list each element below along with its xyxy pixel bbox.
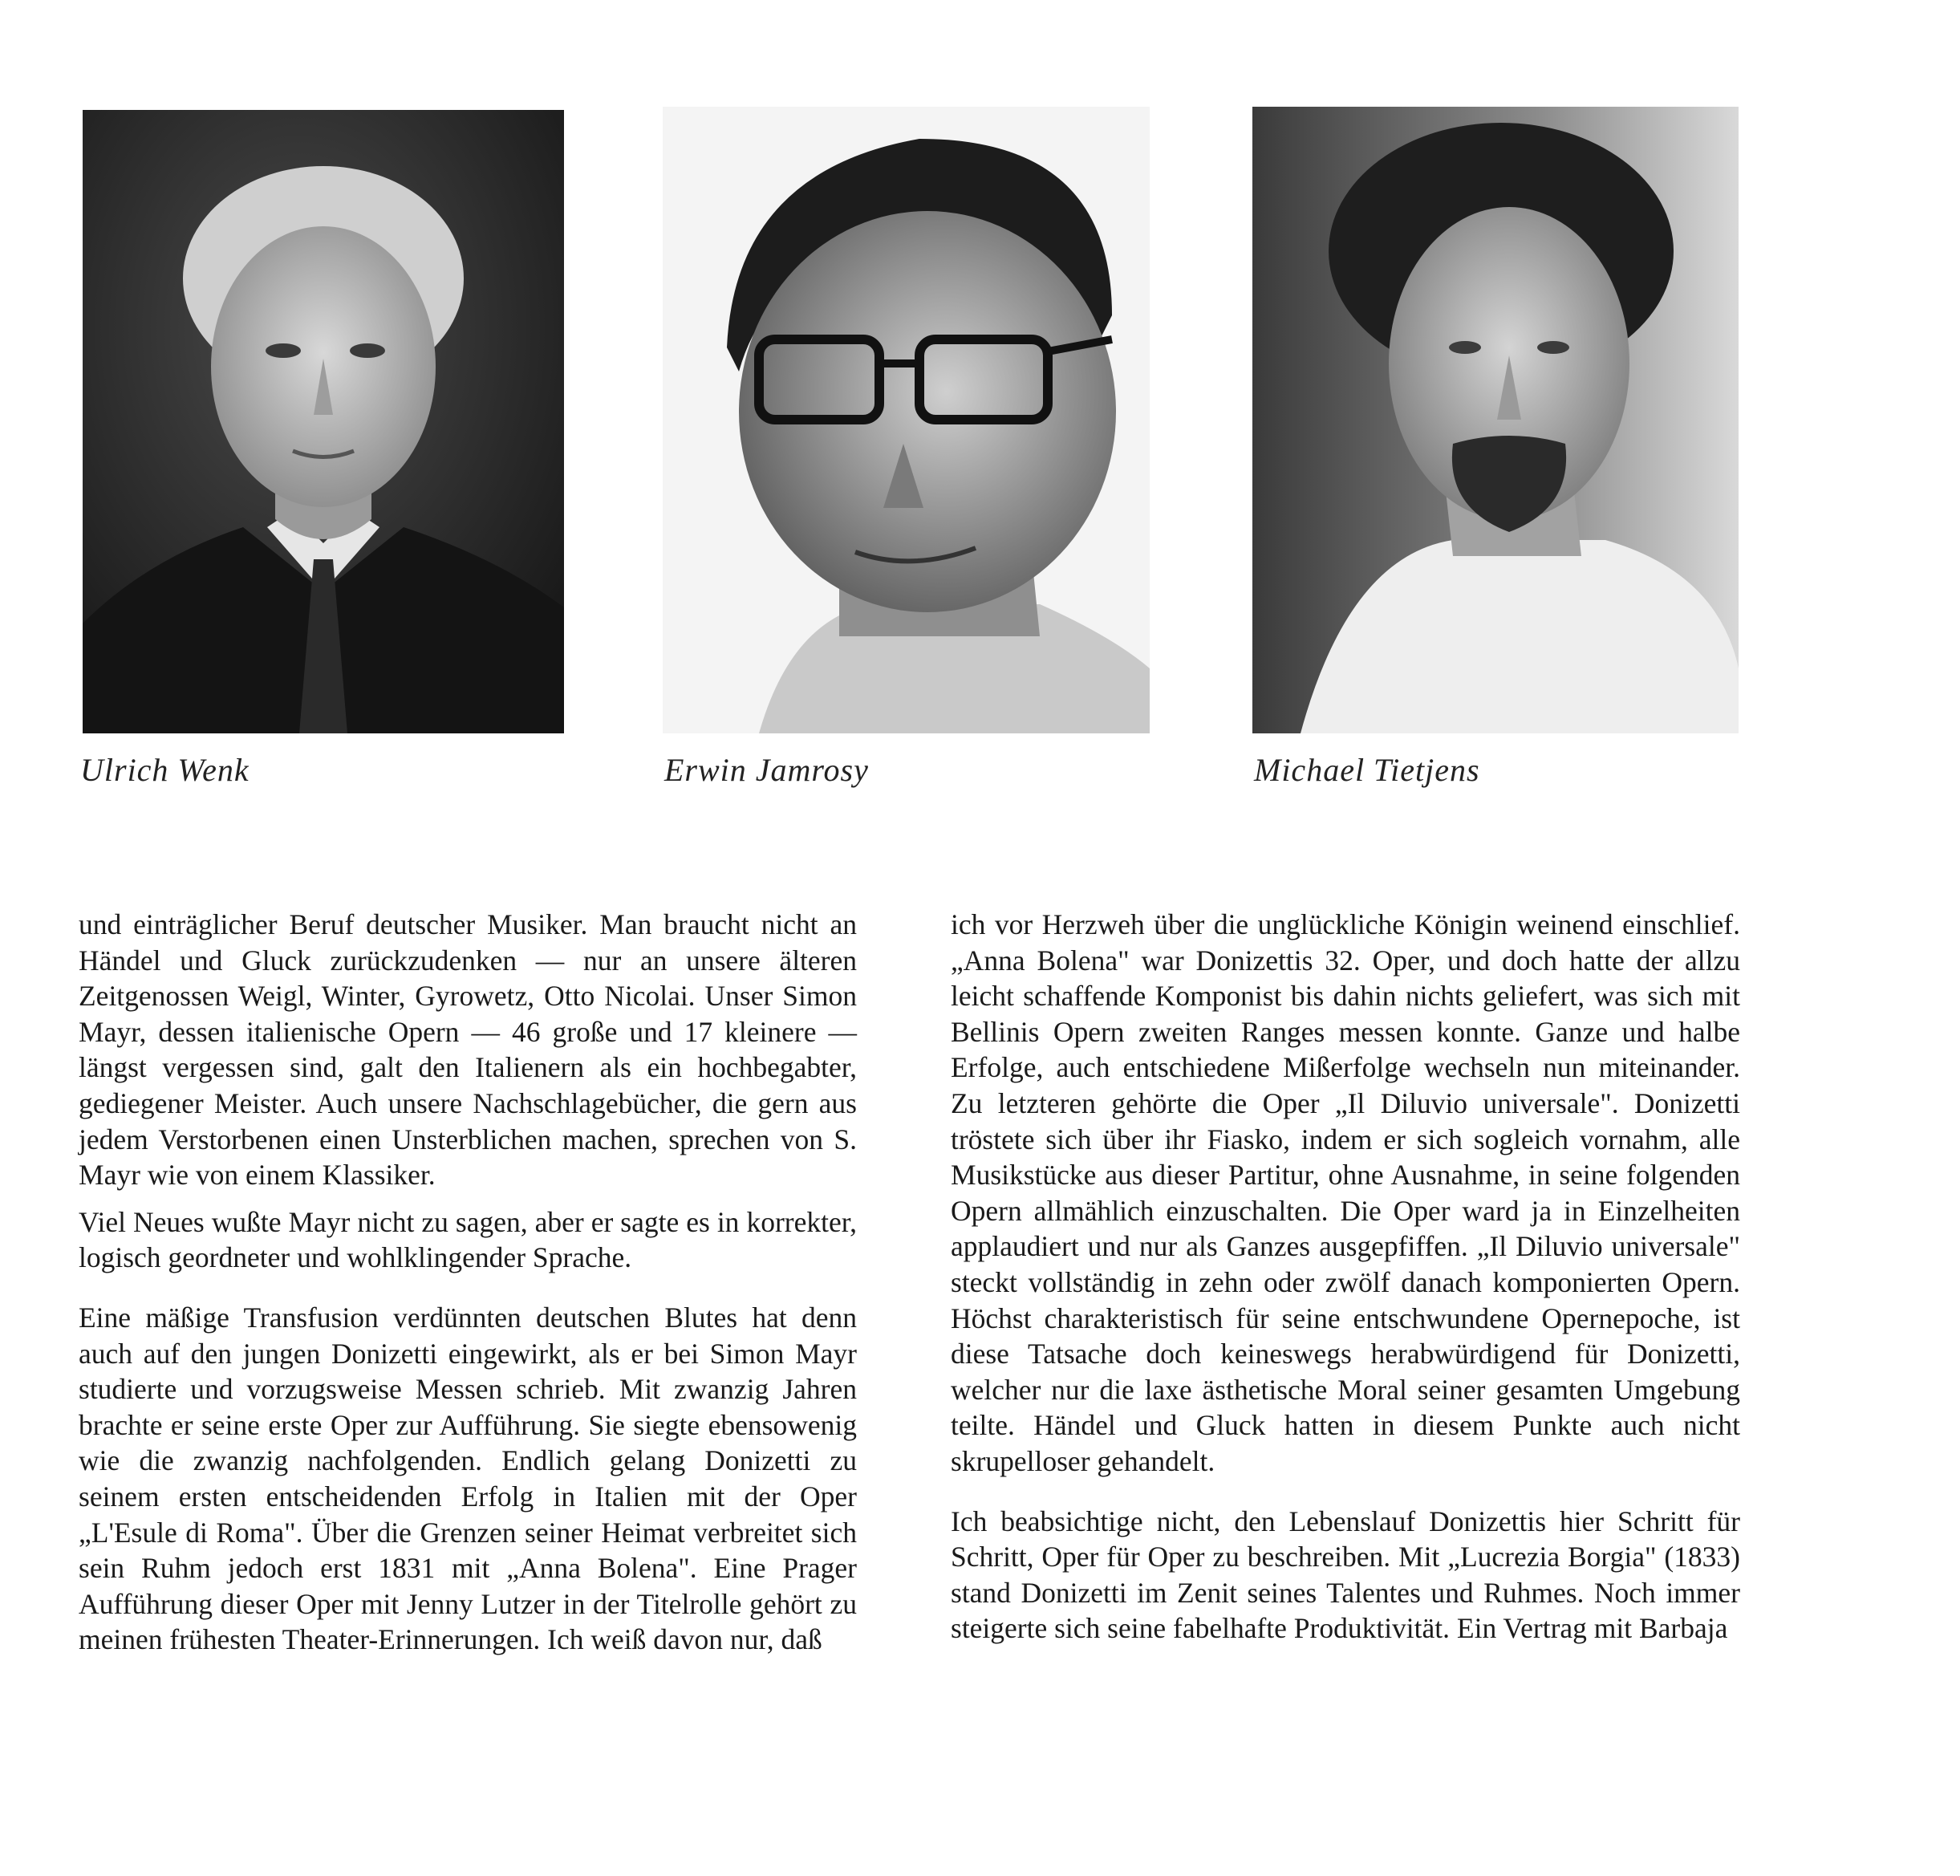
paragraph: Viel Neues wußte Mayr nicht zu sagen, aber er sagte es in korrekter, logisch geordneter und wohlklingender Sprache. [79,1205,857,1274]
portrait-photo-ulrich-wenk [83,110,564,733]
paragraph: und einträglicher Beruf deutscher Musiker. Man braucht nicht an Händel und Gluck zurückzudenken — nur an unsere älteren Zeitgenossen Weigl, Winter, Gyrowetz, Otto Nicolai. Unser Simon Mayr, dessen italienische Opern — 46 große und 17 kleinere — längst vergessen sind, galt den Italienern als ein hochbegabter, gediegener Meister. Auch unsere Nachschlagebücher, die gern aus jedem Verstorbenen einen Unsterblichen machen, sprechen von S. Mayr wie von einem Klassiker. [79,908,857,1192]
text-column-right [951,907,1740,1658]
photo-caption: Michael Tietjens [1254,752,1480,788]
portrait-photo-erwin-jamrosy [663,107,1150,733]
paragraph: Eine mäßige Transfusion verdünnten deutschen Blutes hat denn auch auf den jungen Donizetti eingewirkt, als er bei Simon Mayr studierte und vorzugsweise Messen schrieb. Mit zwanzig Jahren brachte er seine erste Oper zur Aufführung. Sie siegte ebensowenig wie die zwanzig nachfolgenden. Endlich gelang Donizetti zu seinem ersten entscheidenden Erfolg in Italien mit der Oper „L'Esule di Roma". Über die Grenzen seiner Heimat verbreitet sich sein Ruhm jedoch erst 1831 mit „Anna Bolena". Eine Prager Aufführung dieser Oper mit Jenny Lutzer in der Titelrolle gehört zu meinen frühesten Theater-Erinnerungen. Ich weiß davon nur, daß [79,1301,857,1656]
portrait-photo-michael-tietjens [1252,107,1739,733]
text-column-left [79,907,857,1669]
paragraph: Ich beabsichtige nicht, den Lebenslauf Donizettis hier Schritt für Schritt, Oper für Oper zu beschreiben. Mit „Lucrezia Borgia" (1833) stand Donizetti im Zenit seines Talentes und Ruhmes. Noch immer steigerte sich seine fabelhafte Produktivität. Ein Vertrag mit Barbaja [951,1504,1740,1645]
photo-caption: Erwin Jamrosy [664,752,869,788]
paragraph: ich vor Herzweh über die unglückliche Königin weinend einschlief. „Anna Bolena" war Donizettis 32. Oper, und doch hatte der allzu leicht schaffende Komponist bis dahin nichts geliefert, was sich mit Bellinis Opern zweiten Ranges messen konnte. Ganze und halbe Erfolge, auch entschiedene Mißerfolge wechseln nun miteinander. Zu letzteren gehörte die Oper „Il Diluvio universale". Donizetti tröstete sich über ihr Fiasko, indem er sich sogleich vornahm, alle Musikstücke aus dieser Partitur, ohne Ausnahme, in seine folgenden Opern allmählich einzuschalten. Die Oper ward ja in Einzelheiten applaudiert und nur als Ganzes ausgepfiffen. „Il Diluvio universale" steckt vollständig in zehn oder zwölf danach komponierten Opern. Höchst charakteristisch für seine entschwundene Opernepoche, ist diese Tatsache doch keineswegs herabwürdigend für Donizetti, welcher nur die laxe ästhetische Moral seiner gesamten Umgebung teilte. Händel und Gluck hatten in diesem Punkte auch nicht skrupelloser gehandelt. [951,908,1740,1477]
photo-caption: Ulrich Wenk [80,752,250,788]
